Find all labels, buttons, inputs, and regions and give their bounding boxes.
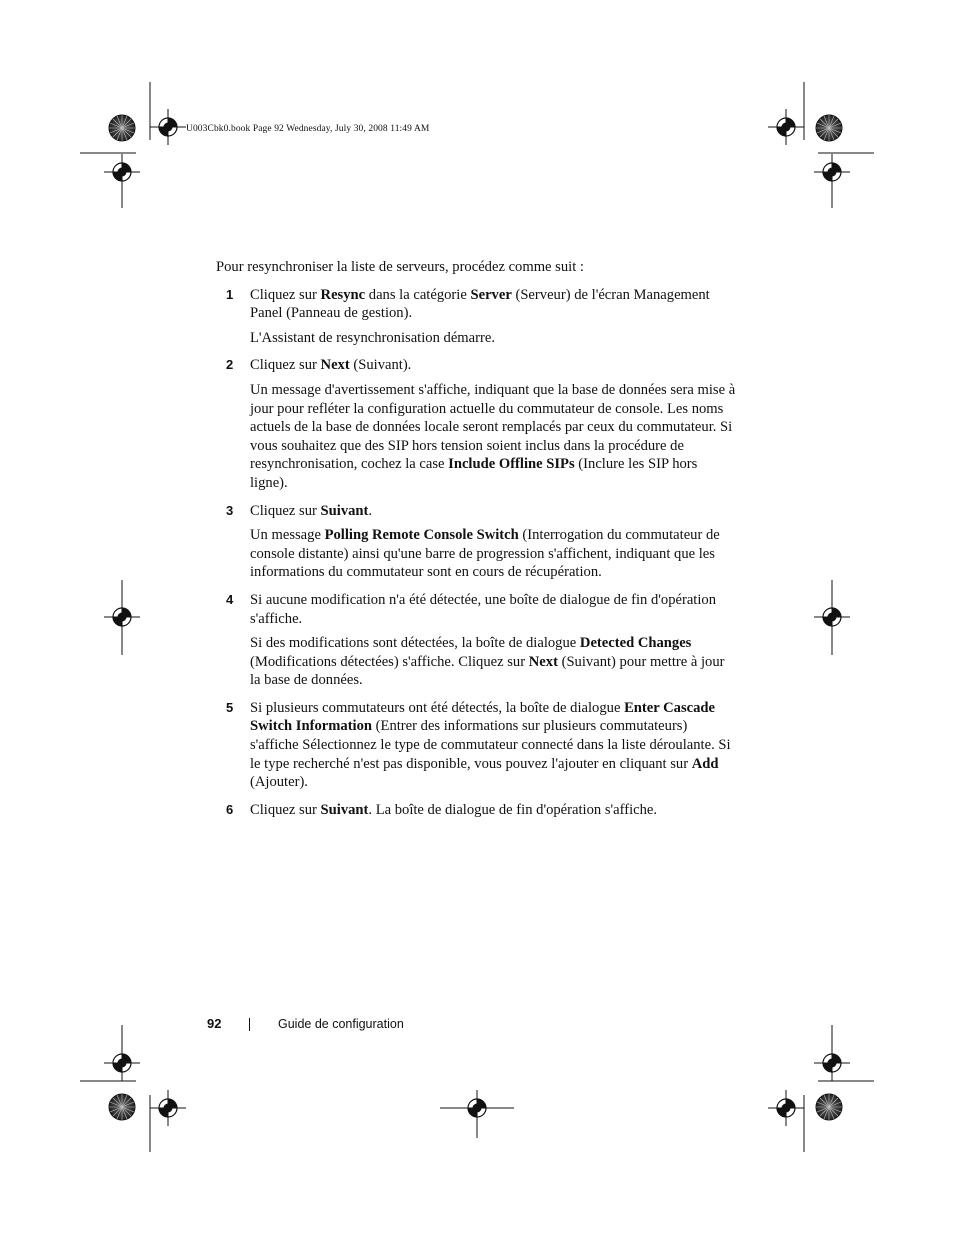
step-instruction: Cliquez sur Suivant. La boîte de dialogue de fin d'opération s'affiche. xyxy=(250,801,658,818)
step-6 xyxy=(216,801,736,820)
step-number: 3 xyxy=(226,502,234,518)
page-number: 92 xyxy=(207,1016,222,1031)
step-number: 2 xyxy=(226,357,234,373)
footer-title: Guide de configuration xyxy=(278,1017,404,1031)
print-slug: U003Cbk0.book Page 92 Wednesday, July 30, 2008 11:49 AM xyxy=(186,124,430,134)
step-instruction: Cliquez sur Suivant. xyxy=(250,502,373,519)
step-1 xyxy=(216,286,736,348)
step-number: 1 xyxy=(226,286,234,302)
step-number: 6 xyxy=(226,801,234,817)
step-result: L'Assistant de resynchronisation démarre. xyxy=(250,329,495,346)
step-2 xyxy=(216,356,736,492)
intro-paragraph: Pour resynchroniser la liste de serveurs, procédez comme suit : xyxy=(216,259,584,275)
footer-divider xyxy=(249,1018,250,1031)
step-result: Un message d'avertissement s'affiche, indiquant que la base de données sera mise à jour pour refléter la configuration actuelle du commutateur de console. Les noms actuels de la base de données locale seront remplacés par ceux du commutateur. Si vous souhaitez que des SIP hors tension soient inclus dans la procédure de resynchronisation, cochez la case Include Offline SIPs (Inclure les SIP hors ligne). xyxy=(250,381,736,491)
step-instruction: Cliquez sur Resync dans la catégorie Server (Serveur) de l'écran Management Panel (Panneau de gestion). xyxy=(250,286,710,322)
step-instruction: Si aucune modification n'a été détectée, une boîte de dialogue de fin d'opération s'affiche. xyxy=(250,591,717,627)
step-number: 4 xyxy=(226,591,234,607)
step-result: Un message Polling Remote Console Switch (Interrogation du commutateur de console distante) ainsi qu'une barre de progression s'affichent, indiquant que les informations du commutateur sont en cours de récupération. xyxy=(250,527,720,581)
step-number: 5 xyxy=(226,699,234,715)
page-body xyxy=(216,258,736,828)
step-result: Si des modifications sont détectées, la boîte de dialogue Detected Changes (Modifications détectées) s'affiche. Cliquez sur Next (Suivant) pour mettre à jour la base de données. xyxy=(250,635,725,689)
step-instruction: Si plusieurs commutateurs ont été détectés, la boîte de dialogue Enter Cascade Switch Information (Entrer des informations sur plusieurs commutateurs) s'affiche Sélectionnez le type de commutateur connecté dans la liste déroulante. Si le type recherché n'est pas disponible, vous pouvez l'ajouter en cliquant sur Add (Ajouter). xyxy=(250,699,731,791)
step-instruction: Cliquez sur Next (Suivant). xyxy=(250,357,412,374)
step-5 xyxy=(216,699,736,792)
step-3 xyxy=(216,502,736,582)
step-4 xyxy=(216,591,736,690)
